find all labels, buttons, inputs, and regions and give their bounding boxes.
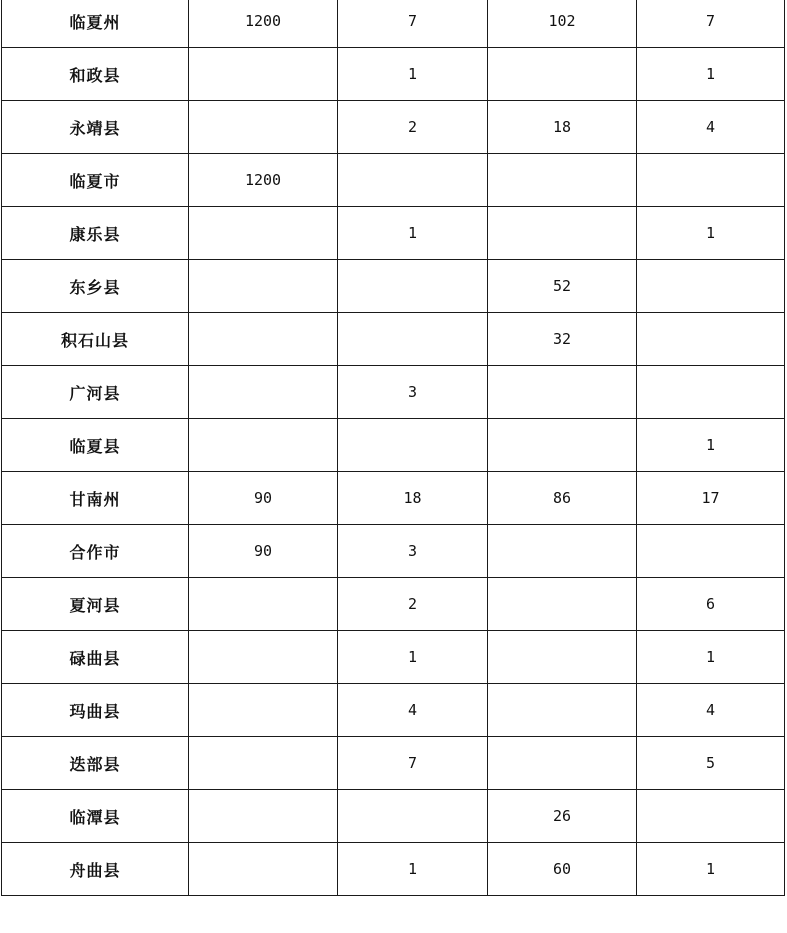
value-cell-col3 (488, 48, 637, 101)
value-cell-col3 (488, 578, 637, 631)
value-cell-col3: 52 (488, 260, 637, 313)
value-cell-col2 (338, 260, 488, 313)
region-cell: 合作市 (2, 525, 189, 578)
value-cell-col1 (189, 260, 338, 313)
value-cell-col2: 1 (338, 843, 488, 896)
value-cell-col3 (488, 525, 637, 578)
value-cell-col1 (189, 366, 338, 419)
table-row (2, 525, 785, 578)
region-cell: 临夏州 (2, 0, 189, 48)
value-cell-col2 (338, 419, 488, 472)
value-cell-col2: 2 (338, 578, 488, 631)
value-cell-col3: 32 (488, 313, 637, 366)
value-cell-col3: 26 (488, 790, 637, 843)
region-cell: 永靖县 (2, 101, 189, 154)
value-cell-col4: 4 (637, 101, 785, 154)
region-cell: 碌曲县 (2, 631, 189, 684)
value-cell-col1 (189, 207, 338, 260)
value-cell-col3 (488, 154, 637, 207)
value-cell-col1: 1200 (189, 154, 338, 207)
value-cell-col3 (488, 631, 637, 684)
value-cell-col1 (189, 684, 338, 737)
data-table (1, 0, 785, 896)
value-cell-col3 (488, 207, 637, 260)
table-body (2, 0, 785, 896)
table-row (2, 0, 785, 48)
value-cell-col4 (637, 790, 785, 843)
value-cell-col1 (189, 419, 338, 472)
value-cell-col3: 102 (488, 0, 637, 48)
region-cell: 夏河县 (2, 578, 189, 631)
value-cell-col1: 90 (189, 525, 338, 578)
table-row (2, 260, 785, 313)
value-cell-col2: 18 (338, 472, 488, 525)
value-cell-col3: 86 (488, 472, 637, 525)
value-cell-col4: 1 (637, 207, 785, 260)
value-cell-col4: 1 (637, 48, 785, 101)
value-cell-col4: 6 (637, 578, 785, 631)
table-row (2, 313, 785, 366)
value-cell-col4 (637, 313, 785, 366)
table-row (2, 366, 785, 419)
value-cell-col3 (488, 737, 637, 790)
value-cell-col1 (189, 578, 338, 631)
value-cell-col3: 18 (488, 101, 637, 154)
region-cell: 康乐县 (2, 207, 189, 260)
value-cell-col2: 1 (338, 48, 488, 101)
value-cell-col1 (189, 737, 338, 790)
table-row (2, 578, 785, 631)
value-cell-col1 (189, 48, 338, 101)
value-cell-col2: 3 (338, 525, 488, 578)
value-cell-col1 (189, 101, 338, 154)
value-cell-col4: 1 (637, 843, 785, 896)
value-cell-col1 (189, 631, 338, 684)
value-cell-col1: 90 (189, 472, 338, 525)
value-cell-col3 (488, 366, 637, 419)
table-row (2, 472, 785, 525)
value-cell-col4 (637, 525, 785, 578)
value-cell-col2: 1 (338, 631, 488, 684)
value-cell-col2: 3 (338, 366, 488, 419)
value-cell-col4 (637, 260, 785, 313)
value-cell-col4: 4 (637, 684, 785, 737)
table-row (2, 419, 785, 472)
region-cell: 和政县 (2, 48, 189, 101)
value-cell-col2: 2 (338, 101, 488, 154)
table-row (2, 790, 785, 843)
table-row (2, 843, 785, 896)
value-cell-col2 (338, 154, 488, 207)
region-cell: 积石山县 (2, 313, 189, 366)
value-cell-col3 (488, 419, 637, 472)
region-cell: 临潭县 (2, 790, 189, 843)
value-cell-col1 (189, 313, 338, 366)
table-row (2, 48, 785, 101)
region-cell: 舟曲县 (2, 843, 189, 896)
value-cell-col2 (338, 313, 488, 366)
value-cell-col4: 17 (637, 472, 785, 525)
value-cell-col3: 60 (488, 843, 637, 896)
value-cell-col1: 1200 (189, 0, 338, 48)
value-cell-col1 (189, 843, 338, 896)
value-cell-col2: 1 (338, 207, 488, 260)
region-cell: 甘南州 (2, 472, 189, 525)
value-cell-col2: 7 (338, 737, 488, 790)
value-cell-col4 (637, 154, 785, 207)
table-row (2, 101, 785, 154)
value-cell-col3 (488, 684, 637, 737)
table-row (2, 631, 785, 684)
table-row (2, 684, 785, 737)
value-cell-col4: 5 (637, 737, 785, 790)
value-cell-col1 (189, 790, 338, 843)
value-cell-col4 (637, 366, 785, 419)
region-cell: 迭部县 (2, 737, 189, 790)
value-cell-col4: 1 (637, 631, 785, 684)
region-cell: 广河县 (2, 366, 189, 419)
value-cell-col2: 4 (338, 684, 488, 737)
value-cell-col2 (338, 790, 488, 843)
region-cell: 东乡县 (2, 260, 189, 313)
table-row (2, 737, 785, 790)
region-cell: 玛曲县 (2, 684, 189, 737)
value-cell-col4: 7 (637, 0, 785, 48)
value-cell-col2: 7 (338, 0, 488, 48)
region-cell: 临夏市 (2, 154, 189, 207)
region-cell: 临夏县 (2, 419, 189, 472)
table-row (2, 154, 785, 207)
value-cell-col4: 1 (637, 419, 785, 472)
table-row (2, 207, 785, 260)
